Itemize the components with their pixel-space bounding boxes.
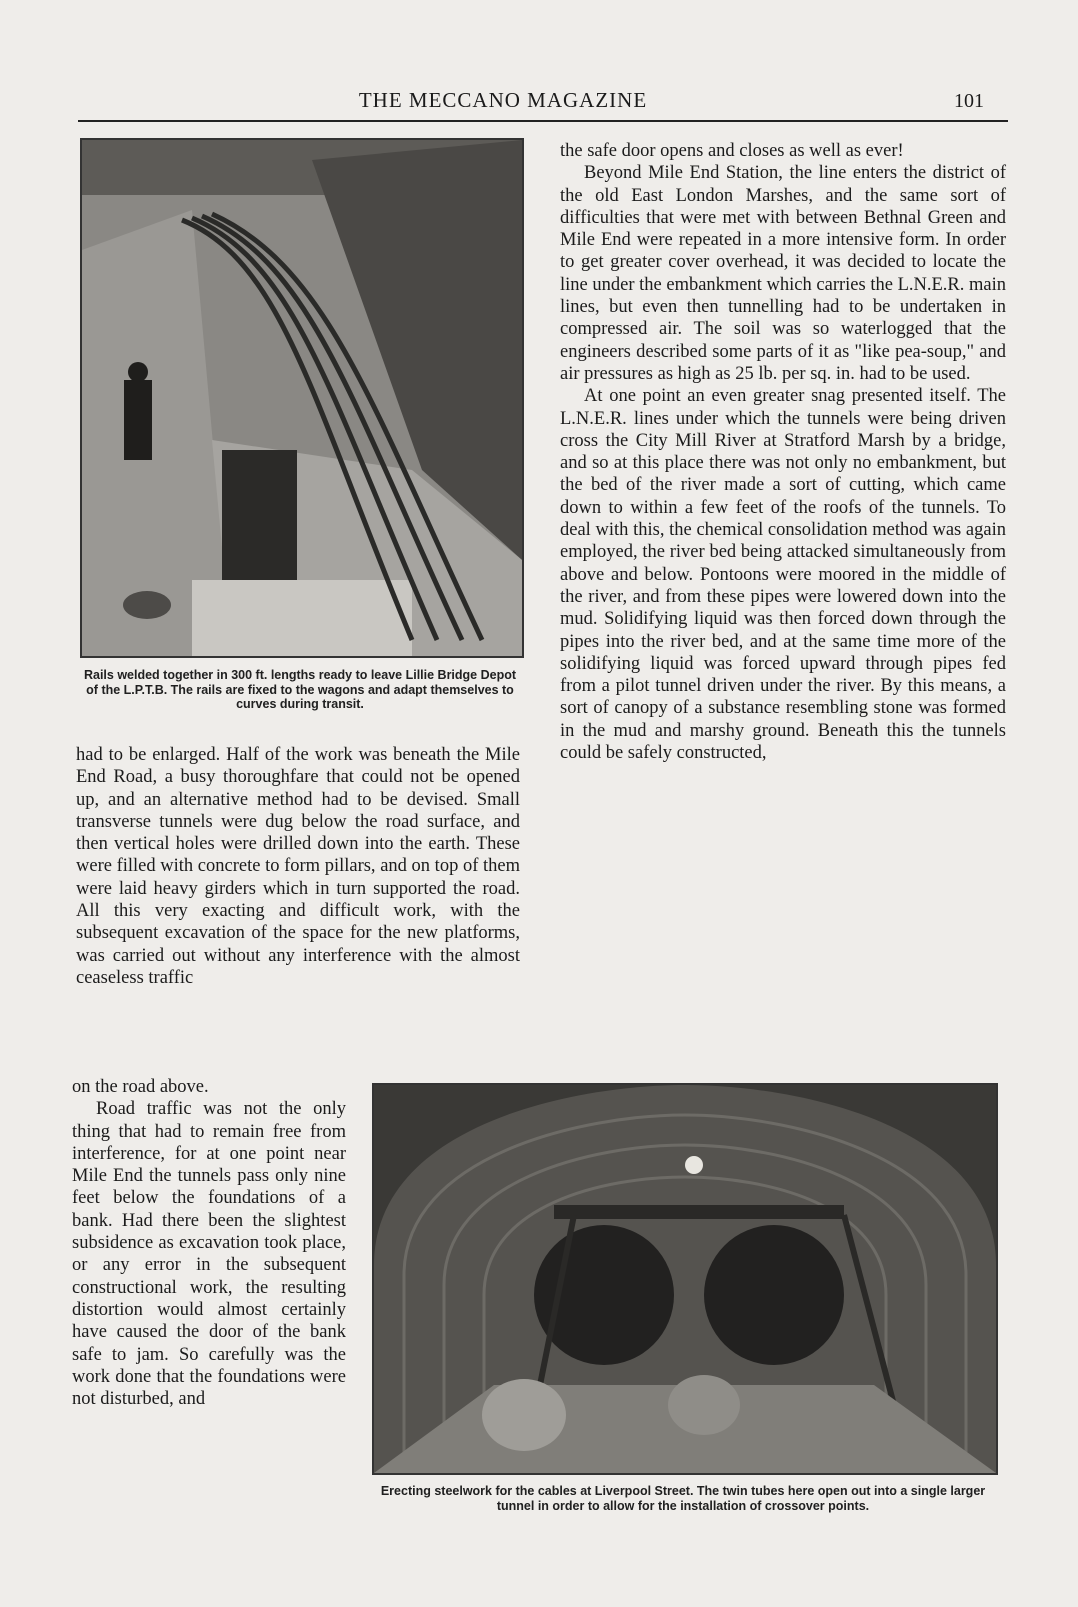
rails-photo-caption: Rails welded together in 300 ft. lengths ready to leave Lillie Bridge Depot of the L.P.T.B. The rails are fixed to the wagons and adapt themselves to curves during transit. bbox=[83, 668, 517, 711]
tunnel-photo bbox=[372, 1083, 998, 1475]
right-column bbox=[560, 140, 1006, 764]
right-paragraph-1: the safe door opens and closes as well as ever! bbox=[560, 141, 904, 161]
left-column bbox=[76, 744, 520, 989]
page-header bbox=[78, 88, 1008, 122]
bottom-left-column bbox=[72, 1076, 346, 1410]
bottom-left-paragraph: Road traffic was not the only thing that had to remain free from interference, for at one point near Mile End the tunnels pass only nine feet below the foundations of a bank. Had there been the slightest subsidence as excavation took place, or any error in the subsequent constructional work, the resulting distortion would almost certainly have caused the door of the bank safe to jam. So carefully was the work done that the foundations were not disturbed, and bbox=[72, 1099, 346, 1410]
left-paragraph: had to be enlarged. Half of the work was beneath the Mile End Road, a busy thoroughfare that could not be opened up, and an alternative method had to be devised. Small transverse tunnels were dug below the road surface, and then vertical holes were drilled down into the earth. These were filled with concrete to form pillars, and on top of them were laid heavy girders which in turn supported the road. All this very exacting and difficult work, with the subsequent excavation of the space for the new platforms, was carried out without any interference with the almost ceaseless traffic bbox=[76, 745, 520, 988]
tunnel-photo-caption: Erecting steelwork for the cables at Liverpool Street. The twin tubes here open out into a single larger tunnel in order to allow for the installation of crossover points. bbox=[380, 1484, 986, 1513]
page-number: 101 bbox=[954, 90, 984, 112]
right-paragraph-3: At one point an even greater snag presented itself. The L.N.E.R. lines under which the tunnels were being driven cross the City Mill River at Stratford Marsh by a bridge, and so at this place there was not only no embankment, but the bed of the river made a sort of cutting, which came down to within a few feet of the roofs of the tunnels. To deal with this, the chemical consolidation method was again employed, the river bed being attacked simultaneously from above and below. Pontoons were moored in the middle of the river, and from these pipes were lowered down into the mud. Solidifying liquid was then forced down through the pipes into the river bed, and at the same time more of the solidifying liquid was forced upward through pipes fed from a pilot tunnel driven under the river. By this means, a sort of canopy of a substance resembling stone was formed in the mud and marshy ground. Beneath this the tunnels could be safely constructed, bbox=[560, 386, 1006, 764]
magazine-title: THE MECCANO MAGAZINE bbox=[358, 88, 648, 112]
right-paragraph-2: Beyond Mile End Station, the line enters the district of the old East London Marshes, and the same sort of difficulties that were met with between Bethnal Green and Mile End were repeated in a more intensive form. In order to get greater cover overhead, it was decided to locate the line under the embankment which carries the L.N.E.R. main lines, but even then tunnelling had to be undertaken in compressed air. The soil was so waterlogged that the engineers described some parts of it as "like pea-soup," and air pressures as high as 25 lb. per sq. in. had to be used. bbox=[560, 163, 1006, 384]
rails-photo bbox=[80, 138, 524, 658]
bottom-left-paragraph-end: on the road above. bbox=[72, 1077, 209, 1097]
